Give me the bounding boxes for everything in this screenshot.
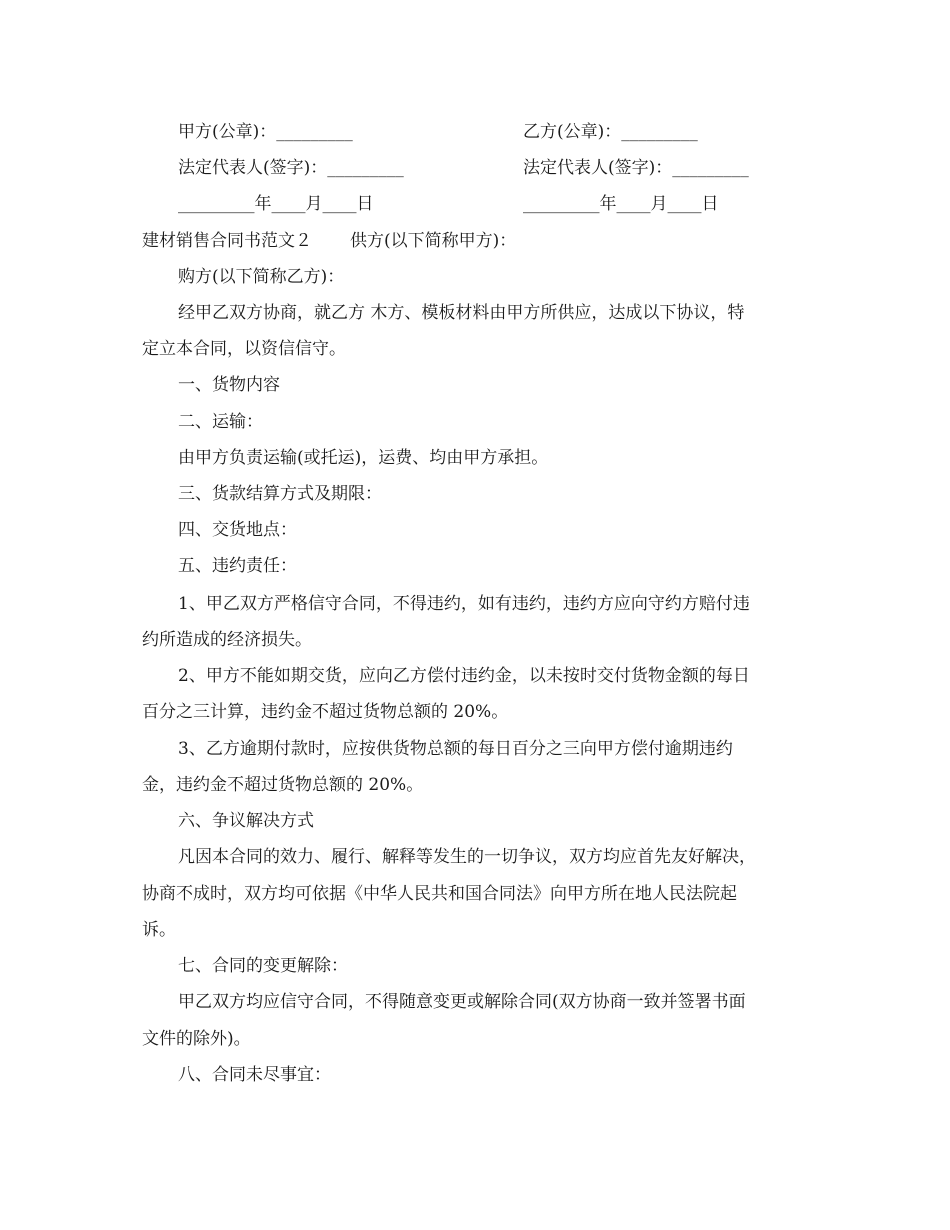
section-6-line-2: 协商不成时，双方均可依据《中华人民共和国合同法》向甲方所在地人民法院起 xyxy=(142,884,737,904)
section-6-heading: 六、争议解决方式 xyxy=(178,811,314,831)
section-6-line-3: 诉。 xyxy=(142,920,176,940)
section-7-heading: 七、合同的变更解除： xyxy=(178,956,348,976)
section-5-item-3-line-2: 金，违约金不超过货物总额的 20%。 xyxy=(142,775,424,795)
party-b-seal: 乙方(公章)：_________ xyxy=(523,122,698,142)
section-2-heading: 二、运输： xyxy=(178,412,263,432)
section-2-text: 由甲方负责运输(或托运)，运费、均由甲方承担。 xyxy=(178,448,549,468)
party-a-date: _________年____月____日 xyxy=(178,194,374,214)
section-5-item-3-line-1: 3、乙方逾期付款时，应按供货物总额的每日百分之三向甲方偿付逾期违约 xyxy=(178,739,733,759)
buyer-label: 购方(以下简称乙方)： xyxy=(178,267,345,287)
section-5-heading: 五、违约责任： xyxy=(178,556,297,576)
doc-title-line xyxy=(142,229,516,253)
section-5-item-1-line-2: 约所造成的经济损失。 xyxy=(142,630,312,650)
section-5-item-2-line-2: 百分之三计算，违约金不超过货物总额的 20%。 xyxy=(142,702,509,722)
section-6-line-1: 凡因本合同的效力、履行、解释等发生的一切争议，双方均应首先友好解决， xyxy=(178,847,756,867)
intro-line-1: 经甲乙双方协商，就乙方 木方、模板材料由甲方所供应，达成以下协议，特 xyxy=(178,303,745,323)
section-4-heading: 四、交货地点： xyxy=(178,520,297,540)
section-8-heading: 八、合同未尽事宜： xyxy=(178,1065,331,1085)
doc-title: 建材销售合同书范文２ xyxy=(142,231,312,251)
party-a-representative: 法定代表人(签字)：_________ xyxy=(178,158,404,178)
section-3-heading: 三、货款结算方式及期限： xyxy=(178,484,382,504)
section-1-heading: 一、货物内容 xyxy=(178,375,280,395)
party-a-seal: 甲方(公章)：_________ xyxy=(178,122,353,142)
party-b-date: _________年____月____日 xyxy=(523,194,719,214)
intro-line-2: 定立本合同，以资信信守。 xyxy=(142,339,346,359)
section-7-line-2: 文件的除外)。 xyxy=(142,1029,251,1049)
section-5-item-2-line-1: 2、甲方不能如期交货，应向乙方偿付违约金，以未按时交付货物金额的每日 xyxy=(178,666,750,686)
party-b-representative: 法定代表人(签字)：_________ xyxy=(523,158,749,178)
supplier-label: 供方(以下简称甲方)： xyxy=(350,231,517,251)
section-7-line-1: 甲乙双方均应信守合同，不得随意变更或解除合同(双方协商一致并签署书面 xyxy=(178,992,746,1012)
section-5-item-1-line-1: 1、甲乙双方严格信守合同，不得违约，如有违约，违约方应向守约方赔付违 xyxy=(178,594,750,614)
